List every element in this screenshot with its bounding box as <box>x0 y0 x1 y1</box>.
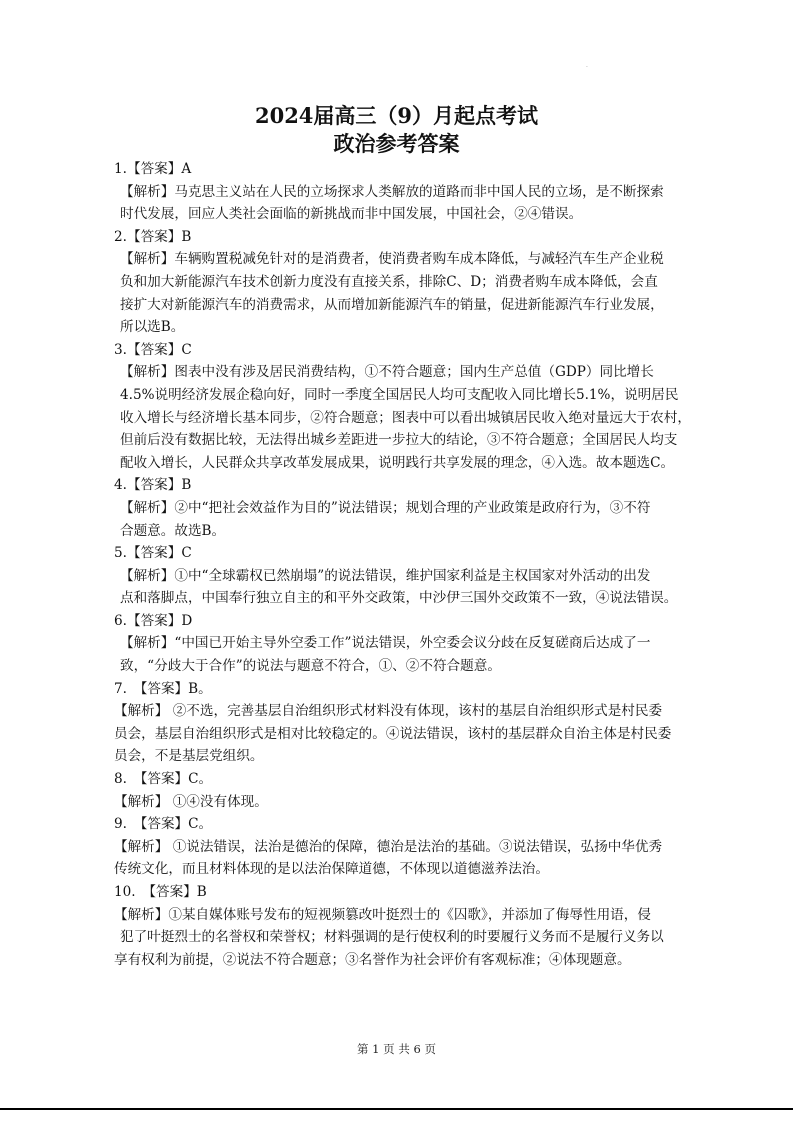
explanation-line: 【解析】车辆购置税减免针对的是消费者，使消费者购车成本降低，与减轻汽车生产企业税 <box>120 251 664 268</box>
answer-content <box>114 158 691 971</box>
explanation-line: 员会，基层自治组织形式是相对比较稳定的。④说法错误，该村的基层群众自治主体是村民委 <box>114 725 672 742</box>
explanation-line: 合题意。故选B。 <box>120 522 226 539</box>
explanation-line: 【解析】图表中没有涉及居民消费结构，①不符合题意；国内生产总值（GDP）同比增长 <box>120 364 654 381</box>
explanation-line: 员会，不是基层党组织。 <box>114 748 264 765</box>
explanation-line: 配收入增长，人民群众共享改革发展成果，说明践行共享发展的理念，④入选。故本题选C。 <box>120 454 675 471</box>
explanation-line: 【解析】①中“全球霸权已然崩塌”的说法错误，维护国家利益是主权国家对外活动的出发 <box>120 567 651 584</box>
explanation-line: 10. 【答案】B <box>114 884 207 900</box>
explanation-line: 【解析】马克思主义站在人民的立场探求人类解放的道路而非中国人民的立场，是不断探索 <box>120 183 664 200</box>
page-footer: 第 1 页 共 6 页 <box>357 1042 436 1056</box>
explanation-line: 4.5%说明经济发展企稳向好，同时一季度全国居民人均可支配收入同比增长5.1%，说明居民 <box>120 386 679 403</box>
explanation-line: 负和加大新能源汽车技术创新力度没有直接关系，排除C、D；消费者购车成本降低，会直 <box>120 273 658 290</box>
explanation-line: 传统文化，而且材料体现的是以法治保障道德，不体现以道德滋养法治。 <box>114 861 549 878</box>
explanation-line: 享有权利为前提，②说法不符合题意；③名誉作为社会评价有客观标准；④体现题意。 <box>114 951 631 968</box>
explanation-line: 所以选B。 <box>120 319 185 336</box>
answer-line: 1.【答案】A <box>114 161 192 177</box>
explanation-line: 【解析】 ②不选，完善基层自治组织形式材料没有体现，该村的基层自治组织形式是村民委 <box>114 703 663 720</box>
explanation-line: 【解析】 ①说法错误，法治是德治的保障，德治是法治的基础。③说法错误，弘扬中华优秀 <box>114 838 663 855</box>
answer-line: 5.【答案】C <box>114 545 192 562</box>
explanation-line: 致，“分歧大于合作”的说法与题意不符合，①、②不符合题意。 <box>120 658 501 675</box>
explanation-line: 【解析】 ①④没有体现。 <box>114 793 268 810</box>
scan-speck: · <box>586 64 588 71</box>
answer-line: 6.【答案】D <box>114 612 193 629</box>
explanation-line: 7. 【答案】B。 <box>114 680 212 697</box>
answer-line: 4.【答案】B <box>114 477 192 494</box>
answer-line: 2.【答案】B <box>114 228 192 245</box>
explanation-line: 9. 【答案】C。 <box>114 816 213 833</box>
explanation-line: 【解析】①某自媒体账号发布的短视频篡改叶挺烈士的《囚歌》，并添加了侮辱性用语，侵 <box>114 906 651 923</box>
answer-line: 3.【答案】C <box>114 341 192 358</box>
explanation-line: 但前后没有数据比较，无法得出城乡差距进一步拉大的结论，③不符合题意；全国居民人均支 <box>120 432 678 449</box>
explanation-line: 【解析】②中“把社会效益作为目的”说法错误；规划合理的产业政策是政府行为，③不符 <box>120 499 651 516</box>
explanation-line: 收入增长与经济增长基本同步，②符合题意；图表中可以看出城镇居民收入绝对量远大于农村， <box>120 409 691 426</box>
explanation-line: 【解析】“中国已开始主导外空委工作”说法错误，外空委会议分歧在反复磋商后达成了一 <box>120 635 651 652</box>
bottom-rule <box>0 1108 793 1110</box>
explanation-line: 点和落脚点，中国奉行独立自主的和平外交政策，中沙伊三国外交政策不一致，④说法错误。 <box>120 590 678 607</box>
document-title: 2024届高三（9）月起点考试 <box>254 103 539 128</box>
document-subtitle: 政治参考答案 <box>333 131 460 156</box>
explanation-line: 犯了叶挺烈士的名誉权和荣誉权；材料强调的是行使权利的时要履行义务而不是履行义务以 <box>120 929 664 946</box>
explanation-line: 时代发展，回应人类社会面临的新挑战而非中国发展，中国社会，②④错误。 <box>120 206 583 223</box>
explanation-line: 8. 【答案】C。 <box>114 771 213 788</box>
explanation-line: 接扩大对新能源汽车的消费需求，从而增加新能源汽车的销量，促进新能源汽车行业发展， <box>120 296 664 313</box>
